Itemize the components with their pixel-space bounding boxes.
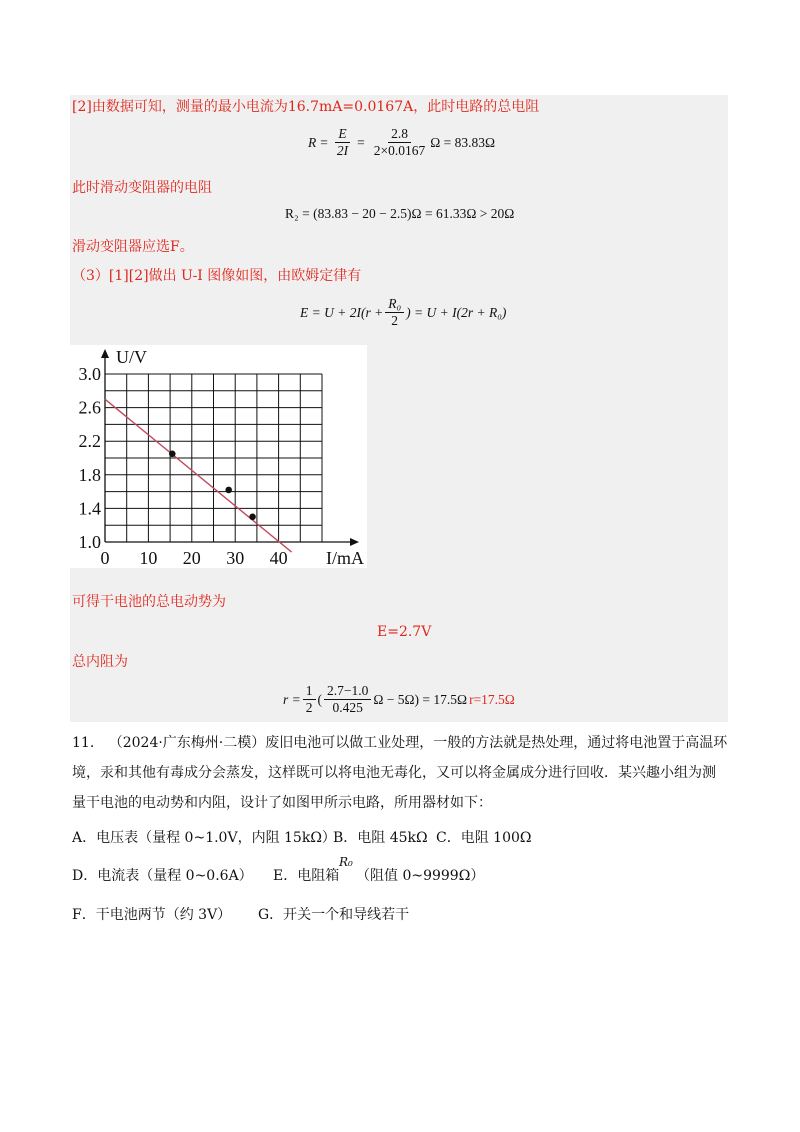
graph-points	[169, 451, 256, 521]
fit-line	[105, 399, 292, 552]
option-g: G．开关一个和导线若干	[258, 907, 410, 923]
y-tick-label: 1.0	[78, 532, 101, 552]
x-axis-arrow	[350, 538, 359, 546]
data-point	[249, 514, 256, 521]
formula-rheostat-resistance: R₂ = (83.83 − 20 − 2.5)Ω = 61.33Ω > 20Ω	[285, 206, 515, 221]
f1-frac-2: $\frac{2.8}{2\times 0.0167}$	[373, 126, 426, 158]
option-e-range: （阻值 0~9999Ω）	[356, 868, 485, 884]
ui-graph-svg	[70, 345, 367, 568]
solution-line-1: [2]由数据可知，测量的最小电流为16.7mA=0.0167A，此时电路的总电阻	[72, 99, 540, 115]
solution-line-4: （3）[1][2]做出 U-I 图像如图，由欧姆定律有	[72, 268, 362, 284]
f1-lhs: R	[308, 134, 317, 150]
ui-graph	[70, 345, 367, 568]
option-b: B．电阻 45kΩ	[333, 830, 428, 846]
option-a: A．电压表（量程 0~1.0V，内阻 15kΩ）	[72, 830, 336, 846]
data-point	[225, 487, 232, 494]
x-tick-label: 0	[100, 548, 110, 568]
x-tick-label: 20	[182, 548, 201, 568]
solution-line-5: 可得干电池的总电动势为	[72, 594, 226, 610]
x-tick-label: 10	[139, 548, 158, 568]
y-tick-label: 2.2	[78, 431, 101, 452]
option-e-symbol: R₀	[339, 855, 353, 869]
y-tick-label: 1.8	[78, 464, 101, 485]
formula-ohms-law: E = U + 2I(r + $\frac{\text{R₀}}{2}$ ) = U + I(2r + R₀)	[300, 296, 507, 328]
question-source: （2024·广东梅州·二模）	[108, 735, 266, 751]
option-e: E．电阻箱	[273, 868, 340, 884]
formula-internal-resistance: r = $\frac{1}{2}$ ( $\frac{2.7-1.0}{0.425}$ Ω − 5Ω) = 17.5Ω r=17.5Ω	[283, 683, 515, 715]
f4-frac-slope: $\frac{2.7-1.0}{0.425}$	[324, 683, 371, 716]
f4-frac-half: $\frac{1}{2}$	[303, 683, 316, 716]
x-axis-label: I/mA	[326, 548, 364, 568]
f1-rhs: Ω = 83.83Ω	[430, 134, 496, 150]
option-d: D．电流表（量程 0~0.6A）	[72, 868, 253, 884]
y-axis-arrow	[101, 349, 109, 358]
question-line-2: 境，汞和其他有毒成分会蒸发，这样既可以将电池无毒化，又可以将金属成分进行回收．某兴趣小组为测	[72, 765, 716, 781]
y-tick-label: 3.0	[78, 364, 101, 384]
y-tick-label: 2.6	[78, 397, 101, 418]
data-point	[169, 451, 176, 458]
question-number: 11.	[72, 735, 95, 751]
question-line-3: 量干电池的电动势和内阻，设计了如图甲所示电路，所用器材如下：	[72, 795, 492, 811]
graph-fit-line-group	[105, 399, 292, 552]
y-axis-label: U/V	[116, 347, 147, 367]
f3-frac: $\frac{\text{R₀}}{2}$	[385, 296, 404, 329]
question-line-1: 11. （2024·广东梅州·二模）废旧电池可以做工业处理，一般的方法就是热处理，通过将电池置于高温环	[72, 735, 728, 751]
y-tick-label: 1.4	[78, 498, 101, 519]
option-c: C．电阻 100Ω	[436, 830, 532, 846]
graph-grid	[105, 374, 322, 542]
x-tick-label: 30	[226, 548, 245, 568]
x-tick-label: 40	[269, 548, 288, 568]
solution-line-3: 滑动变阻器应选F。	[72, 239, 194, 255]
solution-line-2: 此时滑动变阻器的电阻	[72, 180, 212, 196]
graph-axes	[101, 349, 359, 546]
solution-line-6: 总内阻为	[72, 654, 128, 670]
f1-frac-1: $\frac{E}{2I}$	[336, 126, 349, 158]
formula-total-resistance: R = $\frac{E}{2I}$ = $\frac{2.8}{2\times 0.0167}$ Ω = 83.83Ω	[308, 126, 496, 158]
emf-result: E=2.7V	[377, 624, 432, 640]
r-answer: r=17.5Ω	[469, 691, 515, 707]
option-f: F．干电池两节（约 3V）	[72, 907, 232, 923]
